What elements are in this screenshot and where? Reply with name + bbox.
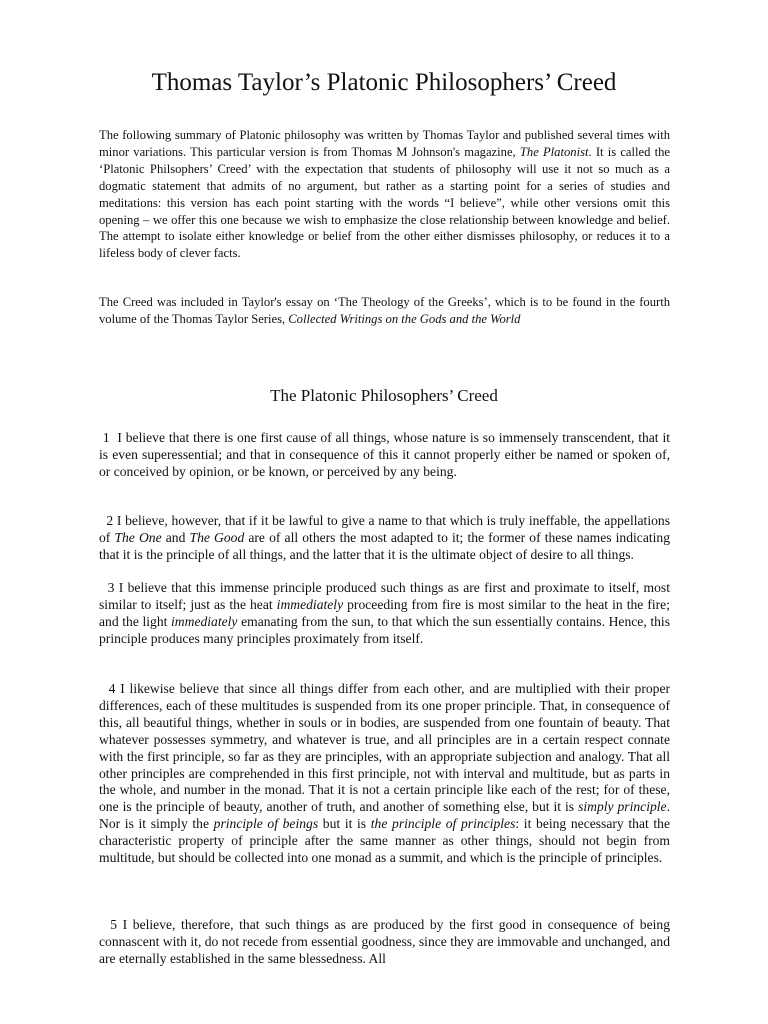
creed-text: I likewise believe that since all things differ from each other, and are multiplied with their proper differences, each of these multitudes is suspended from its one proper principle. That, in consequence of this, all beautiful things, whether in souls or in bodies, are suspended from one fountain of beauty. That whatever possesses symmetry, and whatever is true, and all principles are in a certain respect connate with the first principle, so far as they are principles, with an appropriate subjection and analogy. That all other principles are comprehended in this first principle, not with interval and multitude, but as parts in the whole, and number in the monad. That it is not a certain principle like each of the rest; for of these, one is the principle of beauty, another of truth, and another of something else, but it is — [99, 681, 671, 815]
creed-text: emanating from the sun, to that which the sun essentially contains. Hence, this principle produces many principles proximately from itself. — [99, 613, 670, 646]
emphasis: The One — [114, 529, 162, 545]
creed-number: 2 — [106, 513, 114, 528]
creed-item-5 — [99, 917, 670, 968]
creed-item-2 — [99, 513, 670, 564]
creed-number: 1 — [102, 430, 110, 445]
emphasis: principle of beings — [213, 816, 319, 832]
intro-text: The Creed was included in Taylor's essay on ‘The Theology of the Greeks’, which is to be found in the fourth volume of the Thomas Taylor Series, — [99, 295, 670, 326]
creed-text: I believe that this immense principle produced such things as are first and proximate to itself, most similar to itself; just as the heat — [99, 580, 670, 612]
emphasis: immediately — [276, 596, 344, 612]
creed-text: proceeding from fire is most similar to the heat in the fire; and the light — [99, 596, 670, 629]
creed-text: and — [161, 529, 190, 545]
creed-text: but it is — [318, 816, 371, 832]
creed-item-3 — [99, 580, 670, 648]
intro-text: The following summary of Platonic philosophy was written by Thomas Taylor and published several times with minor variations. This particular version is from Thomas M Johnson's magazine, — [99, 128, 670, 159]
emphasis: immediately — [171, 613, 238, 629]
creed-item-4 — [99, 681, 670, 867]
page-title: Thomas Taylor’s Platonic Philosophers’ Creed — [151, 69, 617, 96]
creed-text: I believe, however, that if it be lawful to give a name to that which is truly ineffable, the appellations of — [99, 513, 670, 545]
intro-paragraph-1 — [99, 127, 670, 262]
emphasis: The Good — [189, 529, 245, 545]
creed-text: are of all others the most adapted to it; the former of these names indicating that it is the principle of all things, and the latter that it is the ultimate object of desire to all things. — [99, 529, 671, 562]
creed-item-1 — [99, 430, 670, 481]
creed-number: 5 — [110, 917, 118, 932]
emphasis: the principle of principles — [370, 816, 516, 832]
creed-text: I believe that there is one first cause of all things, whose nature is so immensely transcendent, that it is even superessential; and that in consequence of this it cannot properly either be named or spoken of, or conceived by opinion, or be known, or perceived by any being. — [99, 430, 670, 479]
creed-text: . Nor is it simply the — [99, 799, 670, 832]
magazine-title: The Platonist — [519, 144, 589, 159]
emphasis: simply principle — [578, 799, 667, 815]
section-heading: The Platonic Philosophers’ Creed — [270, 386, 498, 405]
intro-paragraph-2 — [99, 294, 670, 328]
creed-number: 3 — [107, 580, 115, 595]
book-title: Collected Writings on the Gods and the World — [288, 311, 521, 326]
creed-number: 4 — [108, 681, 116, 696]
creed-text: I believe, therefore, that such things as are produced by the first good in consequence of being connascent with it, do not recede from essential goodness, since they are immovable and unchanged, and are eternally established in the same blessedness. All — [99, 917, 670, 966]
intro-text: . It is called the ‘Platonic Philsophers’ Creed’ with the expectation that students of philosophy will use it not so much as a dogmatic statement that admits of no argument, but rather as a starting point for a series of studies and meditations: this version has each point starting with the words “I believe”, while other versions omit this opening – we offer this one because we wish to emphasize the close relationship between knowledge and belief. The attempt to isolate either knowledge or belief from the other either dismisses philosophy, or reduces it to a lifeless body of clever facts. — [99, 144, 670, 261]
creed-text: : it being necessary that the characteristic property of principle after the same manner as other things, should not begin from multitude, but should be collected into one monad as a summit, and which is the principle of principles. — [99, 816, 671, 866]
